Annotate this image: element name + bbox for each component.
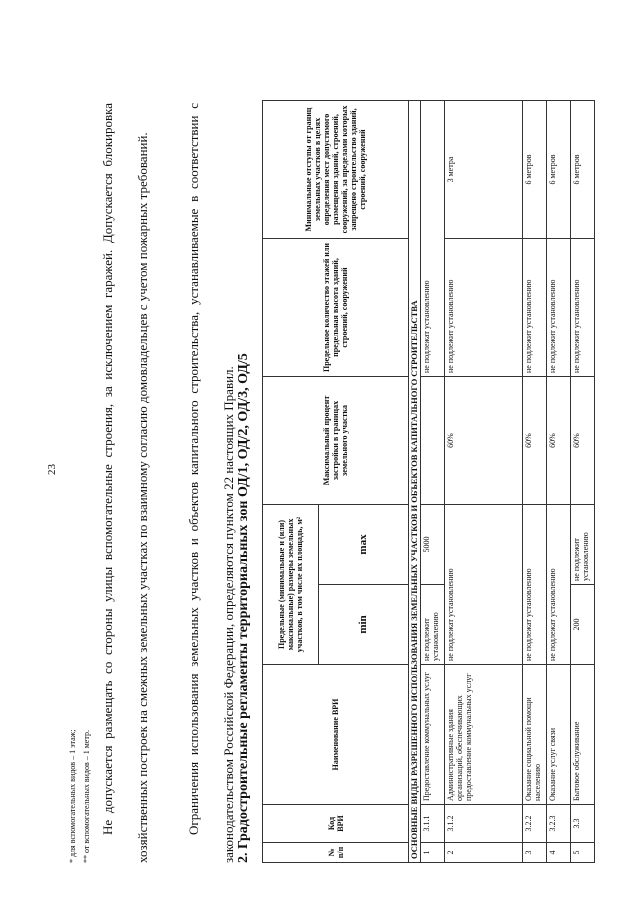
- cell-name: Оказание услуг связи: [547, 665, 571, 805]
- table-row: [547, 101, 571, 863]
- cell-name: Предоставление коммунальных услуг: [421, 665, 445, 805]
- cell-setback: 6 метров: [571, 101, 595, 239]
- cell-name: Оказание социальной помощи населению: [523, 665, 547, 805]
- cell-percent: 60%: [445, 377, 523, 505]
- cell-code: 3.1.1: [421, 805, 445, 843]
- header-code: Код ВРИ: [263, 805, 409, 843]
- section-row: [409, 101, 421, 863]
- cell-num: 4: [547, 843, 571, 863]
- table-row: [445, 101, 523, 863]
- footnote-1: * для вспомогательных видов – 1 этаж;: [68, 729, 77, 863]
- cell-percent: 60%: [547, 377, 571, 505]
- cell-floors: не подлежит установлению: [445, 239, 523, 377]
- cell-floors: не подлежит установлению: [523, 239, 547, 377]
- cell-min: не подлежит установлению: [421, 585, 445, 665]
- cell-name: Административные здания организаций, обеспечивающих предоставление коммунальных услуг: [445, 665, 523, 805]
- cell-code: 3.2.2: [523, 805, 547, 843]
- header-floors: Предельное количество этажей или предельная высота зданий, строений, сооружений: [263, 239, 409, 377]
- header-setback: Минимальные отступы от границ земельных участков в целях определения мест допустимого размещения зданий, строений, сооружений, за пределами которых запрещено строительство зданий, строений, сооружений: [263, 101, 409, 239]
- table-row: [421, 101, 445, 863]
- cell-name: Бытовое обслуживание: [571, 665, 595, 805]
- cell-code: 3.1.2: [445, 805, 523, 843]
- cell-setback: 6 метров: [547, 101, 571, 239]
- cell-minmax: не подлежат установлению: [547, 505, 571, 665]
- section-title: ОСНОВНЫЕ ВИДЫ РАЗРЕШЕННОГО ИСПОЛЬЗОВАНИЯ ЗЕМЕЛЬНЫХ УЧАСТКОВ И ОБЪЕКТОВ КАПИТАЛЬНОГО СТРОИТЕЛЬСТВА: [409, 101, 421, 863]
- paragraph-outbuildings: Не допускается размещать со стороны улицы вспомогательные строения, за исключением гаражей. Допускается блокировка хозяйственных построек на смежных земельных участках по взаимному согласию домовладельцев с учетом пожарных требований.: [100, 103, 150, 863]
- cell-floors: не подлежит установлению: [571, 239, 595, 377]
- regulations-table: [262, 100, 595, 863]
- cell-percent: 60%: [523, 377, 547, 505]
- table-row: [523, 101, 547, 863]
- header-num: № п/п: [263, 843, 409, 863]
- cell-minmax: не подлежат установлению: [523, 505, 547, 665]
- cell-max: не подлежит установлению: [571, 505, 595, 585]
- cell-min: 200: [571, 585, 595, 665]
- header-size: Предельные (минимальные и (или) максимальные) размеры земельных участков, в том числе их площадь, м²: [263, 505, 319, 665]
- cell-num: 2: [445, 843, 523, 863]
- cell-percent: 60%: [571, 377, 595, 505]
- cell-setback: 6 метров: [523, 101, 547, 239]
- page-number: 23: [46, 464, 58, 475]
- header-name: Наименование ВРИ: [263, 665, 409, 805]
- cell-minmax: не подлежат установлению: [445, 505, 523, 665]
- cell-max: 5000: [421, 505, 445, 585]
- footnote-2: ** от вспомогательных видов – 1 метр.: [82, 730, 91, 863]
- paragraph-restrictions: Ограничения использования земельных участков и объектов капитального строительства, устанавливаемые в соответствии с законодательством Российской Федерации, определяются пунктом 22 настоящих Правил.: [186, 103, 236, 863]
- header-percent: Максимальный процент застройки в границах земельного участка: [263, 377, 409, 505]
- cell-num: 5: [571, 843, 595, 863]
- cell-num: 3: [523, 843, 547, 863]
- cell-num: 1: [421, 843, 445, 863]
- table-row: [571, 101, 595, 863]
- cell-setback: 3 метра: [445, 101, 523, 239]
- cell-floors: не подлежат установлению: [421, 101, 445, 377]
- cell-code: 3.3: [571, 805, 595, 843]
- header-max: max: [319, 505, 409, 585]
- cell-floors: не подлежит установлению: [547, 239, 571, 377]
- cell-percent: [421, 377, 445, 505]
- cell-code: 3.2.3: [547, 805, 571, 843]
- section-heading: 2. Градостроительные регламенты территориальных зон ОД/1, ОД/2, ОД/3, ОД/5: [236, 353, 251, 863]
- header-min: min: [319, 585, 409, 665]
